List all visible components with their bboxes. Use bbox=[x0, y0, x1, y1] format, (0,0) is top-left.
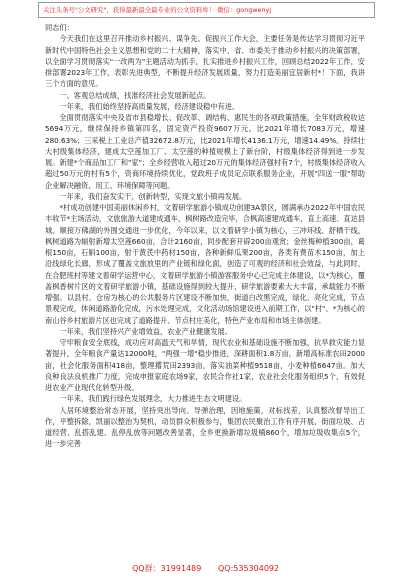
paragraph: 一年来，我们奋发实干、创新转型，实现文旅小镇再发展。 bbox=[59, 191, 247, 201]
document-body bbox=[45, 22, 365, 552]
banner-text: 关注头条号"公文研究"，获得最新最全最专业的公文资料库！ 微信：gongwenyj bbox=[43, 6, 272, 14]
paragraph: 人居环境整治常态开展，坚持突出导向、导弹治理，因地施策，对标找差，认真整改督导出工作，平整拆除，凯丽以整治为契机，动员群众积极参与，集团农民聚治工作有序开展，街面垃圾、占道经营、乱搭乱建、乱停乱放等问题改善显著，全乡更换新增垃圾桶860个，增加垃圾收集点5个，进一步完善 bbox=[45, 405, 365, 449]
section-heading: 一、客观总结成绩，找准经济社会发展新起点。 bbox=[59, 90, 211, 100]
paragraph: 一年来，我们始终坚持高质量发展，经济建设稳中有进。 bbox=[59, 101, 240, 111]
footer bbox=[0, 562, 408, 576]
qq-number-text: QQ:535304092 bbox=[218, 564, 280, 573]
qq-group-text: QQ群：31991489 bbox=[132, 564, 202, 573]
paragraph: *村成功创建中国美丽休闲乡村，文着研学旅游小镇成功创建3A景区，圆满承办2022年中国农民丰收节*主场活动，文旅旅游大道建成通车，枫树路改造完毕，合枫高速建成通车，直上高速、直达县城、顺接万佛湖的外围交通进一步优化，今年以来，以文着研学小镇为核心，三冲环线、舒栖干线，枫树道路为辐射新增太空莲660亩，合计2160亩，同步配套开辟200亩观赏；金丝梅种植300亩，葛根150亩，石斛100亩，射干黄芪中药材150亩，各种新鲜瓜果200亩，各类有费苗木150亩，加上沿线绿化长廊，形成了覆盖文旅放里的产业链和绿化面，创造了可观的经济和社会效益，与此同时，在合肥班村等建文着研学运营中心，文着研学旅游小镇游客服务中心已完成主体建设，以*为核心，覆盖枫香树片区的文着研学旅游小镇，基础设施得到较大提升，研学旅游要素大大丰富，承载能力不断增强。以县村、仓房为核心的公共服务片区建设不断加快，街道白改黑完成，绿化、亮化完成，节点景观完成，休闲道路游化完成，污水处理完成，文化活动场馆建设进入前期工作，以"村"、*为核心的南山谷乡村旅游片区也完成了道路提升、节点村庄美化，特色产业布局和市场主体创建。 bbox=[45, 203, 365, 325]
paragraph: 全面贯彻落实中央及省市县稳增长、促改革、调结构、惠民生的各项政策措施，全年财政税收达5694万元，继续保持乡镇第四名，固定资产投资9607万元，比2021年增长7083万元，增速280.63%；三采税上工业总产值32672.8万元，比2021年增长4136.1万元，增速14.49%。持续壮大村级集体经济，建成太空莲加工厂、太空莲的种植规模上了新台阶，村级集体经济得到进一步发展。新建*个商品加工厂和"家"；全乡经营收入超过20万元的集体经济强村有7个，村级集体经济收入超过50万元的村有5个，资商环境持续优化，党政班子成员定点联系服务企业，开展"四送一服"帮助企业解决融资、用工、环境保障等问题。 bbox=[45, 113, 365, 190]
paragraph: 守牢粮食安全底线，成功应对高温天气和旱情，现代农业和基础设施不断加强，抗旱救灾能力显著提升，全年粮食产量达12000吨，"两强一增"稳步推进，深耕面积1.8万亩，新增高标准农田2000亩，社会化服务面积418亩，整理撂荒田2393亩，落实油菜种植9518亩，小麦种植6647亩。加大良种良法良机推广力度，完成申报家庭农场9家，农民合作社1家，农业社会化服务组织5个，有效促进农业产业现代化转型升级。 bbox=[45, 338, 365, 392]
paragraph: 一年来，我们践行绿色发展理念，大力推进生态文明建设。 bbox=[59, 394, 247, 404]
salutation: 同志们： bbox=[45, 23, 74, 32]
paragraph: 一年来，我们坚持兴产业增效益，农业产业健康发展。 bbox=[59, 326, 232, 336]
header-banner bbox=[38, 2, 375, 18]
paragraph: 今天我们在这里召开推动乡村振兴、谋争先、促振兴工作大会，主要任务是传达学习贯彻习近平新时代中国特色社会主义思想和党的二十大精神，落实中、省、市委关于推动乡村振兴的决策部署，以全面学习贯彻落实"一改两为"主题活动为抓手，扎实推进乡村振兴工作，回顾总结2022年工作，安排部署2023年工作，表彰先进典型，不断提升经济发展质量，努力打造美丽宜居新村*！下面，我讲三个方面的意见。 bbox=[45, 34, 365, 89]
